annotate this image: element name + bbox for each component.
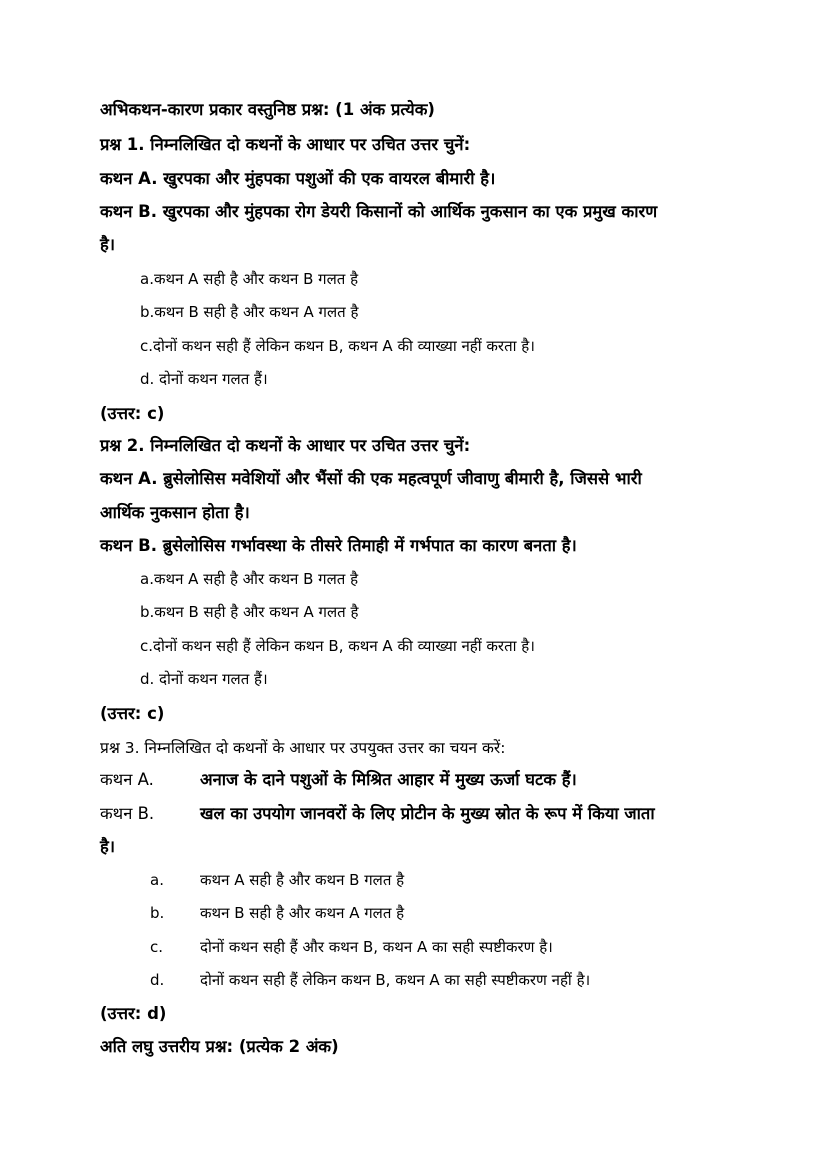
q2-answer: (उत्तर: c) <box>100 704 165 723</box>
q3-statement-a <box>100 768 737 792</box>
q1-prompt: प्रश्न 1. निम्नलिखित दो कथनों के आधार पर उचित उत्तर चुनें: <box>100 135 471 154</box>
q3-option-d-text: दोनों कथन सही हैं लेकिन कथन B, कथन A का सही स्पष्टीकरण नहीं है। <box>200 971 591 989</box>
q3-statement-b-label: कथन B. <box>100 804 155 823</box>
q2-option-c: c.दोनों कथन सही हैं लेकिन कथन B, कथन A की व्याख्या नहीं करता है। <box>140 637 535 655</box>
q1-statement-b: कथन B. खुरपका और मुंहपका रोग डेयरी किसानों को आर्थिक नुकसान का एक प्रमुख कारण <box>100 202 658 221</box>
q1-statement-a: कथन A. खुरपका और मुंहपका पशुओं की एक वायरल बीमारी है। <box>100 169 496 188</box>
q3-statement-b-cont: है। <box>100 837 116 856</box>
q1-option-b: b.कथन B सही है और कथन A गलत है <box>140 303 359 321</box>
q1-statement-b-cont: है। <box>100 235 116 254</box>
q3-statement-a-text: अनाज के दाने पशुओं के मिश्रित आहार में मुख्य ऊर्जा घटक हैं। <box>200 770 577 789</box>
q2-statement-b: कथन B. ब्रुसेलोसिस गर्भावस्था के तीसरे तिमाही में गर्भपात का कारण बनता है। <box>100 536 577 555</box>
q3-option-a-text: कथन A सही है और कथन B गलत है <box>200 871 405 889</box>
q3-option-c-letter: c. <box>150 938 164 956</box>
q1-option-c: c.दोनों कथन सही हैं लेकिन कथन B, कथन A की व्याख्या नहीं करता है। <box>140 337 535 355</box>
q1-option-a: a.कथन A सही है और कथन B गलत है <box>140 270 359 288</box>
q3-option-b-text: कथन B सही है और कथन A गलत है <box>200 904 405 922</box>
q3-option-b-letter: b. <box>150 904 165 922</box>
q3-statement-a-label: कथन A. <box>100 770 154 789</box>
q3-option-a <box>150 869 404 891</box>
q2-option-d: d. दोनों कथन गलत हैं। <box>140 670 268 688</box>
section-title-very-short-answer: अति लघु उत्तरीय प्रश्न: (प्रत्येक 2 अंक) <box>100 1037 339 1056</box>
q2-option-b: b.कथन B सही है और कथन A गलत है <box>140 603 359 621</box>
q2-statement-a: कथन A. ब्रुसेलोसिस मवेशियों और भैंसों की एक महत्वपूर्ण जीवाणु बीमारी है, जिससे भारी <box>100 469 642 488</box>
q2-prompt: प्रश्न 2. निम्नलिखित दो कथनों के आधार पर उचित उत्तर चुनें: <box>100 436 471 455</box>
q2-option-a: a.कथन A सही है और कथन B गलत है <box>140 570 359 588</box>
q3-option-c <box>150 936 553 958</box>
q2-statement-a-cont: आर्थिक नुकसान होता है। <box>100 503 250 522</box>
q3-statement-b-text: खल का उपयोग जानवरों के लिए प्रोटीन के मुख्य स्रोत के रूप में किया जाता <box>200 804 655 823</box>
q3-option-c-text: दोनों कथन सही हैं और कथन B, कथन A का सही स्पष्टीकरण है। <box>200 938 553 956</box>
q3-answer: (उत्तर: d) <box>100 1004 167 1023</box>
q3-option-a-letter: a. <box>150 871 164 889</box>
q3-option-d-letter: d. <box>150 971 165 989</box>
q3-option-b <box>150 902 404 924</box>
q1-answer: (उत्तर: c) <box>100 404 165 423</box>
section-title-assertion-reason: अभिकथन-कारण प्रकार वस्तुनिष्ठ प्रश्न: (1 अंक प्रत्येक) <box>100 100 435 119</box>
q3-statement-b <box>100 802 737 826</box>
q3-option-d <box>150 969 590 991</box>
q1-option-d: d. दोनों कथन गलत हैं। <box>140 370 268 388</box>
q3-prompt: प्रश्न 3. निम्नलिखित दो कथनों के आधार पर उपयुक्त उत्तर का चयन करें: <box>100 739 506 757</box>
